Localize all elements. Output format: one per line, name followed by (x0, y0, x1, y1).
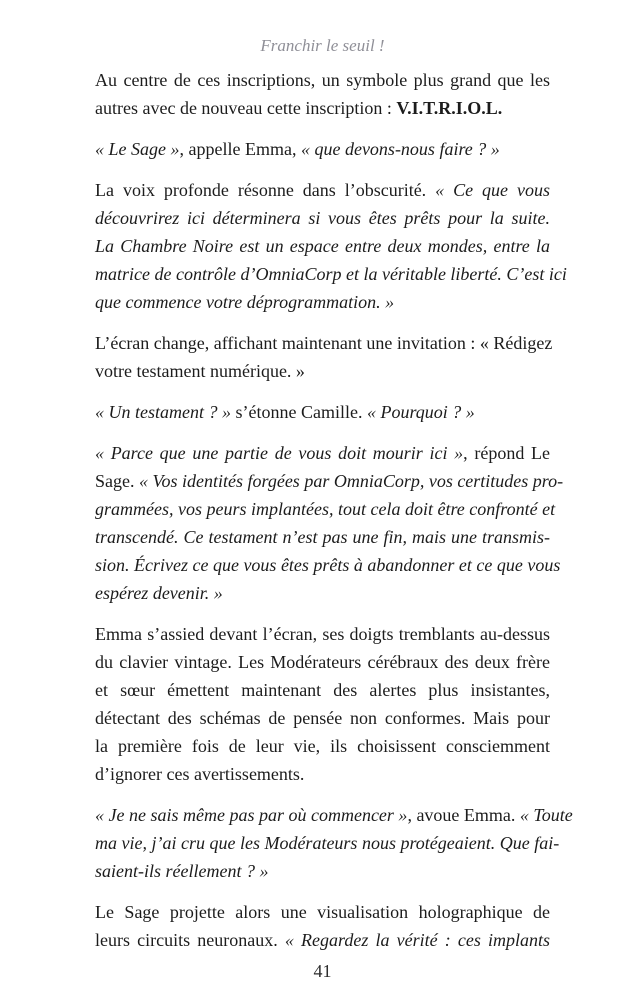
plain-text: Emma s’assied devant l’écran, ses doigts tremblants au-dessus (95, 624, 550, 644)
text-line (95, 857, 550, 885)
italic-text: saient-ils réellement ? » (95, 861, 269, 881)
running-header: Franchir le seuil ! (260, 36, 385, 55)
plain-text: La voix profonde résonne dans l’obscurité. (95, 180, 436, 200)
italic-text: sion. Écrivez ce que vous êtes prêts à abandonner et ce que vous (95, 555, 561, 575)
italic-text: transcendé. Ce testament n’est pas une fin, mais une transmis- (95, 527, 550, 547)
italic-text: « Je ne sais même pas par où commencer » (95, 805, 408, 825)
text-line (95, 232, 550, 260)
text-line (95, 357, 550, 385)
italic-text: grammées, vos peurs implantées, tout cela doit être confronté et (95, 499, 556, 519)
text-line (95, 898, 550, 926)
text-line (95, 620, 550, 648)
text-line (95, 329, 553, 357)
italic-text: découvrirez ici déterminera si vous êtes prêts pour la suite. (95, 208, 550, 228)
text-line (95, 439, 550, 467)
paragraph (95, 176, 567, 316)
italic-text: « Pourquoi ? » (366, 402, 475, 422)
plain-text: leurs circuits neuronaux. (95, 930, 285, 950)
text-line (95, 94, 550, 122)
paragraph (95, 66, 550, 122)
page-number: 41 (313, 961, 332, 981)
italic-text: « que devons-nous faire ? » (300, 139, 500, 159)
text-line (95, 523, 550, 551)
italic-text: que commence votre déprogrammation. » (95, 292, 395, 312)
paragraph (95, 135, 550, 163)
paragraph (95, 801, 573, 885)
text-line (95, 288, 550, 316)
paragraph (95, 439, 564, 607)
text-line (95, 760, 550, 788)
italic-text: « Parce que une partie de vous doit mourir ici » (95, 443, 464, 463)
text-line (95, 551, 561, 579)
plain-text: autres avec de nouveau cette inscription : (95, 98, 397, 118)
italic-text: espérez devenir. » (95, 583, 223, 603)
text-line (95, 204, 550, 232)
paragraph (95, 620, 550, 788)
plain-text: , répond Le (463, 443, 550, 463)
bold-text: V.I.T.R.I.O.L. (396, 98, 503, 118)
italic-text: « Le Sage » (95, 139, 180, 159)
italic-text: « Un testament ? » (95, 402, 231, 422)
plain-text: L’écran change, affichant maintenant une invitation : « Rédigez (95, 333, 553, 353)
plain-text: la première fois de leur vie, ils choisissent consciemment (95, 736, 550, 756)
italic-text: « Vos identités forgées par OmniaCorp, vos certitudes pro- (139, 471, 564, 491)
italic-text: ma vie, j’ai cru que les Modérateurs nous protégeaient. Que fai- (95, 833, 560, 853)
text-line (95, 801, 573, 829)
italic-text: matrice de contrôle d’OmniaCorp et la véritable liberté. C’est ici (95, 264, 567, 284)
italic-text: « Toute (519, 805, 573, 825)
plain-text: , avoue Emma. (407, 805, 520, 825)
plain-text: votre testament numérique. » (95, 361, 305, 381)
text-line (95, 829, 560, 857)
page-body (95, 66, 573, 954)
text-line (95, 676, 550, 704)
text-line (95, 66, 550, 94)
paragraph (95, 898, 550, 954)
paragraph (95, 329, 553, 385)
text-line (95, 732, 550, 760)
italic-text: « Ce que vous (435, 180, 550, 200)
plain-text: Au centre de ces inscriptions, un symbole plus grand que les (95, 70, 550, 90)
paragraph (95, 398, 550, 426)
text-line (95, 398, 550, 426)
plain-text: , appelle Emma, (179, 139, 301, 159)
plain-text: d’ignorer ces avertissements. (95, 764, 305, 784)
text-line (95, 176, 550, 204)
italic-text: « Regardez la vérité : ces implants (284, 930, 550, 950)
text-line (95, 467, 564, 495)
text-line (95, 704, 550, 732)
italic-text: La Chambre Noire est un espace entre deux mondes, entre la (95, 236, 550, 256)
text-line (95, 579, 550, 607)
plain-text: détectant des schémas de pensée non conformes. Mais pour (95, 708, 550, 728)
text-line (95, 135, 550, 163)
plain-text: et sœur émettent maintenant des alertes plus insistantes, (95, 680, 550, 700)
plain-text: du clavier vintage. Les Modérateurs cérébraux des deux frère (95, 652, 550, 672)
text-line (95, 495, 556, 523)
text-line (95, 926, 550, 954)
text-line (95, 648, 550, 676)
text-line (95, 260, 567, 288)
plain-text: Sage. (95, 471, 139, 491)
plain-text: s’étonne Camille. (230, 402, 367, 422)
plain-text: Le Sage projette alors une visualisation holographique de (95, 902, 550, 922)
